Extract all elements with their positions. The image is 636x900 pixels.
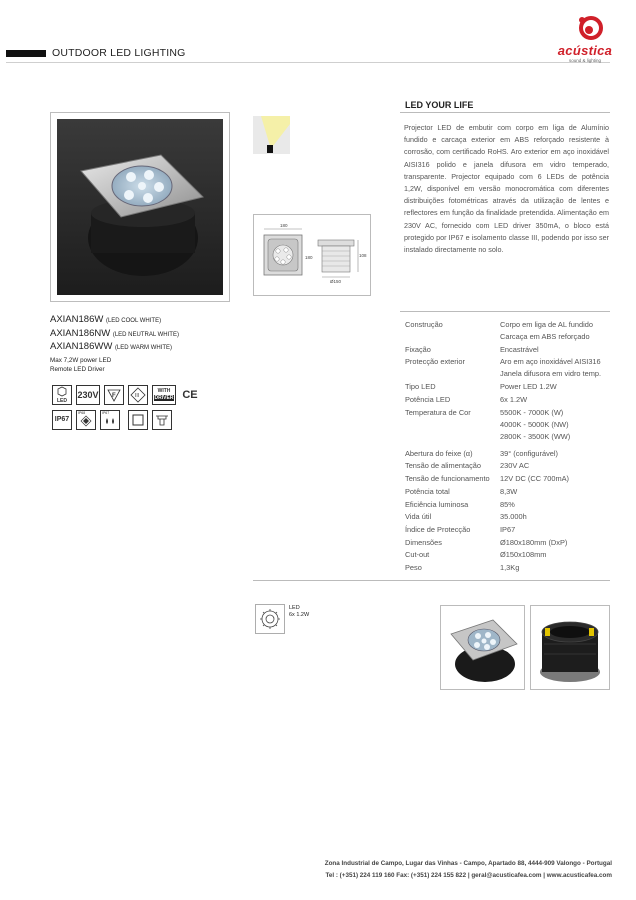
header-bar [6,50,46,57]
specs-divider-top [400,311,610,312]
feature-item: Max 7,2W power LED [50,357,112,364]
model-list [50,314,179,355]
f-mark-icon [104,385,124,405]
footer-address: Zona Industrial de Campo, Lugar das Vinhas - Campo, Apartado 88, 4444-909 Valongo - Portugal [324,860,612,867]
specs-divider-bottom [253,580,610,581]
feature-list [50,356,111,374]
page-title: OUTDOOR LED LIGHTING [52,47,186,59]
ce-mark-icon: CE [182,389,198,401]
model-item: AXIAN186NW (LED NEUTRAL WHITE) [50,327,179,339]
water-drops-icon: IP67 [100,410,120,430]
dimension-drawing [253,214,371,296]
beam-pattern-icon [253,116,290,154]
led-info: LED 6x 1.2W [289,605,310,618]
dim-diameter-label: Ø150 [330,279,342,284]
ip68-sub-icon: IP68 [76,410,96,430]
model-item: AXIAN186W (LED COOL WHITE) [50,314,162,325]
square-mount-icon [128,410,148,430]
dim-height-label: 180 [305,255,313,260]
brand-logo [555,15,615,65]
dim-width-label: 180 [280,223,288,228]
product-description: Projector LED de embutir com corpo em liga de Alumínio fundido e carcaça exterior em ABS reforçado resistente à corrosão, com certificado RoHS. Aro exterior em aço inoxidável AISI316 polido e janela difusora em vidro temperado, transparente. Projector equipado com 6 LEDs de potência 1,2W, disponível em versão monocromática com diferentes distribuições fotométricas através da utilização de lentes e reflectores em função da finalidade pretendida. Alimentação em 230V AC, fornecido com LED driver 350mA, o bloco está protegido por IP67 e isolamento classe III, podendo por isso ser instalado directamente no solo. [404,123,609,255]
model-item: AXIAN186WW (LED WARM WHITE) [50,341,173,352]
dim-depth-label: 108 [359,253,367,258]
feature-item: Remote LED Driver [50,366,105,373]
class-iii-label: III [135,393,140,399]
logo-mark-icon [555,15,615,45]
voltage-icon: 230V [76,385,100,405]
header-divider [6,62,610,63]
product-photo-top [440,605,525,690]
recessed-icon [152,410,172,430]
footer-contacts: Tel : (+351) 224 119 160 Fax: (+351) 224 155 822 | geral@acusticafea.com | www.acusticafea.com [325,872,612,879]
ip67-icon: IP67 [52,410,72,430]
section-divider [400,112,610,113]
led-chip-icon [255,604,285,634]
class-iii-icon [128,385,148,405]
with-driver-icon: WITH DRIVER [152,385,176,405]
logo-text: acústica [557,43,613,58]
led-icon: LED [52,385,72,405]
product-photo [50,112,230,302]
product-housing-photo [530,605,610,690]
section-title: LED YOUR LIFE [405,100,474,110]
f-mark-label: F [112,393,116,399]
logo-tagline: sound & lighting [568,58,602,63]
